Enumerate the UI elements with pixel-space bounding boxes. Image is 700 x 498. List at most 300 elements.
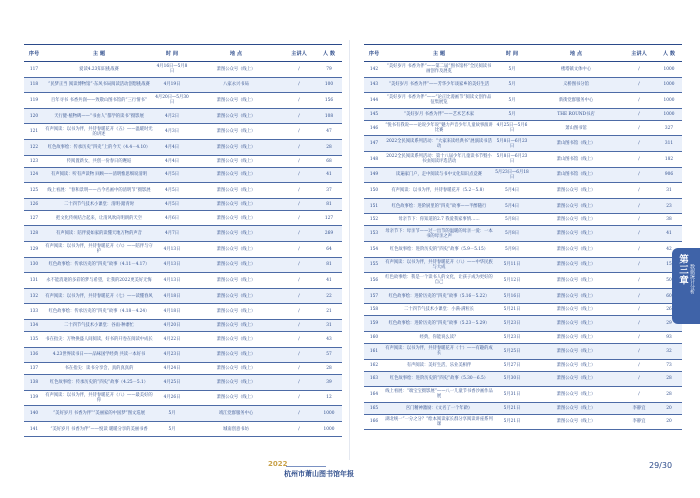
cell-no: 162 <box>364 359 384 371</box>
table-row <box>364 371 682 387</box>
cell-place: 萧图公众号（线上） <box>530 214 622 226</box>
cell-place: 城南创意书坊 <box>190 421 282 437</box>
cell-time: 5月25日 <box>494 343 530 359</box>
cell-speaker: / <box>282 108 316 124</box>
cell-count: 269 <box>316 226 342 242</box>
cell-place: 萧图公众号（线上） <box>530 241 622 257</box>
cell-place: 萧图公众号（线上） <box>190 363 282 375</box>
cell-speaker: / <box>282 257 316 273</box>
cell-speaker: / <box>282 226 316 242</box>
cell-place: 萧图公众号（线上） <box>190 62 282 78</box>
cell-time: 5月 <box>494 77 530 93</box>
cell-topic: 二十四节气技术小课堂：清明·踏青时 <box>44 198 154 210</box>
cell-topic: 线上看展：“端宝宝摄影展”——八一儿童节书香沙画作品展 <box>384 387 494 403</box>
cell-time: 5月 <box>494 108 530 120</box>
cell-topic: “民梦正当 阅读博物馆”·东风书局阅读活动创想挑战赛 <box>44 77 154 93</box>
cell-time: 5月31日 <box>494 387 530 403</box>
cell-count: 31 <box>656 183 682 199</box>
cell-no: 140 <box>24 406 44 422</box>
cell-time: 4月13日 <box>154 257 190 273</box>
cell-speaker: / <box>282 406 316 422</box>
cell-count: 28 <box>316 139 342 155</box>
cell-time: 4月24日 <box>154 363 190 375</box>
cell-count: 68 <box>316 155 342 167</box>
cell-no: 155 <box>364 257 384 273</box>
table-row <box>24 331 342 347</box>
cell-place: 萧图公众号（线上） <box>530 183 622 199</box>
table-row <box>364 167 682 183</box>
cell-time: 5月21日 <box>494 402 530 414</box>
cell-time: 5月27日 <box>494 359 530 371</box>
cell-time: 5月21日 <box>494 414 530 430</box>
table-row <box>24 155 342 167</box>
cell-place: 萧图公众号（线上） <box>530 371 622 387</box>
table-header-row <box>364 45 682 62</box>
cell-time: 5月4日 <box>494 183 530 199</box>
cell-no: 161 <box>364 343 384 359</box>
cell-no: 144 <box>364 93 384 109</box>
cell-place: 萧图公众号（线上） <box>530 304 622 316</box>
table-row <box>24 167 342 183</box>
cell-speaker: / <box>622 108 656 120</box>
cell-topic: 2022全民阅读系列活动：第十八届少年儿童读书节暨小书虫阅读评选活动 <box>384 151 494 167</box>
cell-count: 182 <box>656 151 682 167</box>
cell-topic: 有声阅读：以书为伴，共待春暖花开（八）——最美好的你 <box>44 390 154 406</box>
chapter-label: 第三章 <box>677 254 688 286</box>
cell-speaker: / <box>282 198 316 210</box>
table-row <box>364 62 682 78</box>
cell-no: 135 <box>24 331 44 347</box>
cell-topic: 传阅置新女，共创一份春日的邂逅 <box>44 155 154 167</box>
cell-topic: 有声阅读：陪伴爱如家的读懂天地万物的声音 <box>44 226 154 242</box>
cell-speaker: / <box>622 304 656 316</box>
cell-speaker: / <box>282 124 316 140</box>
cell-no: 145 <box>364 108 384 120</box>
cell-speaker: / <box>282 62 316 78</box>
table-header-row <box>24 45 342 62</box>
cell-topic: 湖北统一“一分之分？”绘本阅读家长群分享阅读讲座系列课 <box>384 414 494 430</box>
footer-year: 2022 <box>268 460 288 468</box>
table-row <box>24 375 342 391</box>
cell-time: 5月 <box>494 93 530 109</box>
cell-no: 124 <box>24 167 44 183</box>
cell-count: 64 <box>316 241 342 257</box>
table-row <box>364 241 682 257</box>
cell-topic: 二十四节气技术小课堂：谷雨·种黍忙 <box>44 319 154 331</box>
cell-time: 4月23日 <box>154 347 190 363</box>
header-no: 序号 <box>24 45 44 62</box>
table-row <box>364 359 682 371</box>
table-row <box>24 421 342 437</box>
cell-speaker: / <box>282 273 316 289</box>
chapter-subtitle: 数据统计分析 <box>689 264 695 294</box>
cell-count: 29 <box>656 316 682 332</box>
footer-library-name: 杭州市萧山图书馆年报 <box>284 469 354 478</box>
cell-speaker: / <box>282 363 316 375</box>
cell-place: 萧图公众号（线上） <box>530 414 622 430</box>
table-row <box>364 214 682 226</box>
cell-no: 151 <box>364 198 384 214</box>
cell-time: 4月4日 <box>154 139 190 155</box>
cell-time: 5月 <box>154 421 190 437</box>
table-row <box>364 331 682 343</box>
table-row <box>24 390 342 406</box>
cell-count: 28 <box>656 387 682 403</box>
cell-no: 136 <box>24 347 44 363</box>
cell-speaker: / <box>622 359 656 371</box>
cell-topic: 爱读4.23知识挑战赛 <box>44 62 154 78</box>
cell-speaker: / <box>622 331 656 343</box>
footer-divider <box>286 466 326 467</box>
table-row <box>24 93 342 109</box>
table-row <box>24 139 342 155</box>
cell-no: 130 <box>24 257 44 273</box>
header-topic: 主 题 <box>44 45 154 62</box>
cell-count: 1000 <box>316 406 342 422</box>
cell-count: 1000 <box>316 421 342 437</box>
table-row <box>24 62 342 78</box>
table-row <box>364 257 682 273</box>
cell-no: 154 <box>364 241 384 257</box>
table-row <box>364 402 682 414</box>
cell-speaker: / <box>622 214 656 226</box>
cell-time: 4月19日 <box>154 77 190 93</box>
cell-topic: 有声阅读：以书为伴，共待春暖花开（七）——读懂春风 <box>44 288 154 304</box>
header-count: 人 数 <box>316 45 342 62</box>
table-row <box>364 288 682 304</box>
cell-count: 43 <box>316 331 342 347</box>
cell-place: 萧图公众号（线上） <box>190 375 282 391</box>
cell-no: 143 <box>364 77 384 93</box>
cell-speaker: / <box>622 136 656 152</box>
cell-time: 4月3日 <box>154 124 190 140</box>
cell-topic: 读遍家门户，走中阅读与书中文化知识点竞赛 <box>384 167 494 183</box>
chapter-side-tab <box>672 248 700 324</box>
cell-place: 萧图公众号（线上） <box>530 387 622 403</box>
table-row <box>24 183 342 199</box>
cell-speaker: / <box>622 226 656 242</box>
cell-count: 39 <box>316 375 342 391</box>
cell-count: 50 <box>656 273 682 289</box>
cell-place: 楼塔镇文体中心 <box>530 62 622 78</box>
cell-topic: “美好岁月 书香为伴”——“论正比漫画节”阅读文创作品征集展览 <box>384 93 494 109</box>
cell-count: 73 <box>656 359 682 371</box>
cell-place: 萧图公众号（线上） <box>530 288 622 304</box>
table-row <box>24 198 342 210</box>
cell-time: 4月20日 <box>154 319 190 331</box>
cell-count: 21 <box>316 304 342 320</box>
cell-topic: 红色故事绘：传承历史的“四史”故事（4.25－5.1） <box>44 375 154 391</box>
cell-topic: 母亲节下：母亲节——过一出节的温暖的母亲一爱：一本书的母亲之声 <box>384 226 494 242</box>
cell-place: 萧图公众号（线上） <box>190 210 282 226</box>
cell-no: 150 <box>364 183 384 199</box>
cell-topic: 二十四节气技术小课堂：小满·满粒长 <box>384 304 494 316</box>
cell-time: 5月16日 <box>494 288 530 304</box>
cell-topic: 天行健·植物碑——“书由人”都学的读书”摄影展 <box>44 108 154 124</box>
cell-place: 萧图公众号（线上） <box>190 139 282 155</box>
cell-place: 萧山图书馆（线上） <box>530 151 622 167</box>
cell-place: 八家永兴书局 <box>190 77 282 93</box>
cell-count: 311 <box>656 136 682 152</box>
cell-topic: 有声阅读：听有声读物 回顾——清明惟思细说清明 <box>44 167 154 183</box>
table-row <box>24 124 342 140</box>
cell-time: 4月6日 <box>154 210 190 226</box>
cell-time: 4月5日 <box>154 167 190 183</box>
cell-place: 萧图公众号（线上） <box>190 198 282 210</box>
cell-speaker: / <box>282 155 316 167</box>
cell-place: 萧图公众号（线上） <box>190 93 282 109</box>
cell-count: 38 <box>656 214 682 226</box>
cell-time: 5月 <box>494 62 530 78</box>
cell-count: 28 <box>316 363 342 375</box>
cell-place: 萧山图书馆 <box>530 120 622 136</box>
cell-no: 138 <box>24 375 44 391</box>
table-row <box>364 151 682 167</box>
cell-topic: 红色故事绘：进阶历史的“四史”故事（5.9－5.15） <box>384 241 494 257</box>
cell-time: 5月8日—6月23日 <box>494 151 530 167</box>
cell-place: 萧图公众号（线上） <box>530 316 622 332</box>
cell-no: 119 <box>24 93 44 109</box>
cell-time: 4月18日 <box>154 288 190 304</box>
cell-topic: 红色故事绘：进阶历史的“四史”故事（5.16－5.22） <box>384 288 494 304</box>
cell-speaker: / <box>622 167 656 183</box>
header-place: 地 点 <box>530 45 622 62</box>
cell-no: 117 <box>24 62 44 78</box>
cell-speaker: / <box>282 183 316 199</box>
cell-place: 萧图公众号（线上） <box>530 331 622 343</box>
table-row <box>24 347 342 363</box>
cell-time: 4月25日—5月6日 <box>494 120 530 136</box>
table-row <box>364 93 682 109</box>
cell-topic: 有声阅读：以书为伴，共待春暖花开（五）——温暖时光的讲述 <box>44 124 154 140</box>
header-place: 地 点 <box>190 45 282 62</box>
table-row <box>24 304 342 320</box>
cell-count: 81 <box>316 198 342 210</box>
cell-speaker: / <box>622 257 656 273</box>
cell-place: 萧图公众号（线上） <box>190 390 282 406</box>
cell-speaker: / <box>622 198 656 214</box>
table-row <box>24 288 342 304</box>
table-row <box>364 273 682 289</box>
cell-no: 123 <box>24 155 44 167</box>
cell-topic: 红色故事绘：进阶历史的“四史”故事（5.30－6.5） <box>384 371 494 387</box>
cell-speaker: / <box>622 387 656 403</box>
cell-no: 148 <box>364 151 384 167</box>
cell-topic: “美好岁月 书香为伴”——艺术艺术家 <box>384 108 494 120</box>
cell-time: 4月13日 <box>154 273 190 289</box>
cell-no: 134 <box>24 319 44 331</box>
cell-speaker: / <box>282 288 316 304</box>
cell-place: 萧图公众号（线上） <box>190 226 282 242</box>
cell-speaker: / <box>622 241 656 257</box>
cell-no: 129 <box>24 241 44 257</box>
cell-count: 93 <box>656 331 682 343</box>
cell-speaker: / <box>282 93 316 109</box>
cell-count: 41 <box>316 273 342 289</box>
cell-time: 4月5日 <box>154 198 190 210</box>
cell-count: 1000 <box>656 77 682 93</box>
cell-time: 5月4日 <box>494 198 530 214</box>
cell-topic: 百年寻书 书香共润——致敬山图书馆的“三行情书” <box>44 93 154 109</box>
cell-speaker: / <box>622 151 656 167</box>
cell-count: 156 <box>316 93 342 109</box>
cell-place: 萧图公众号（线上） <box>190 347 282 363</box>
table-row <box>364 226 682 242</box>
cell-no: 164 <box>364 387 384 403</box>
cell-place: 萧图公众号（线上） <box>190 124 282 140</box>
cell-no: 163 <box>364 371 384 387</box>
cell-no: 133 <box>24 304 44 320</box>
cell-time: 5月23日—6月18日 <box>494 167 530 183</box>
cell-count: 57 <box>316 347 342 363</box>
cell-count: 1000 <box>656 93 682 109</box>
table-row <box>24 226 342 242</box>
cell-time: 4月20日—5月30日 <box>154 93 190 109</box>
cell-speaker: / <box>622 120 656 136</box>
activity-table-left <box>24 44 342 437</box>
cell-topic: “美好岁月 书香为伴”——芳华少年谈家乡的美好生活 <box>384 77 494 93</box>
table-row <box>24 257 342 273</box>
cell-place: 萧山图书馆（线上） <box>530 167 622 183</box>
cell-place: 义桥图书分馆 <box>530 77 622 93</box>
table-row <box>24 363 342 375</box>
header-count: 人 数 <box>656 45 682 62</box>
cell-place: 萧图公众号（线上） <box>190 108 282 124</box>
cell-topic: 有声阅读：以书为伴，共待春暖花开（八）——中华民族与大成 <box>384 257 494 273</box>
table-row <box>364 316 682 332</box>
table-row <box>24 319 342 331</box>
cell-speaker: / <box>282 304 316 320</box>
cell-place: 萧图公众号（线上） <box>190 331 282 347</box>
header-no: 序号 <box>364 45 384 62</box>
cell-time: 5月12日 <box>494 273 530 289</box>
cell-topic: 2022全民阅读系列活动：“大家来读经典书”展演读书活动 <box>384 136 494 152</box>
cell-count: 28 <box>656 371 682 387</box>
page-number: 29/30 <box>649 461 673 470</box>
cell-count: 81 <box>316 257 342 273</box>
cell-speaker: / <box>622 316 656 332</box>
table-row <box>364 387 682 403</box>
cell-no: 139 <box>24 390 44 406</box>
cell-time: 5月21日 <box>494 304 530 316</box>
left-page <box>24 44 342 484</box>
cell-no: 122 <box>24 139 44 155</box>
table-row <box>364 136 682 152</box>
cell-topic: 红色故事绘：传承历史“四史”上的今天（4.4－4.10） <box>44 139 154 155</box>
cell-place: 新街党群服务中心 <box>530 93 622 109</box>
cell-no: 157 <box>364 288 384 304</box>
cell-speaker: / <box>282 241 316 257</box>
cell-speaker: 李静宜 <box>622 414 656 430</box>
table-row <box>364 414 682 430</box>
cell-no: 121 <box>24 124 44 140</box>
cell-topic: 永不能消逝的多彩的梦与希望，让我的2022更美好无悔 <box>44 273 154 289</box>
cell-topic: 经典，你能说么读？ <box>384 331 494 343</box>
cell-speaker: / <box>622 343 656 359</box>
cell-speaker: / <box>282 319 316 331</box>
cell-speaker: / <box>282 375 316 391</box>
cell-topic: 有声阅读：以书为伴，共待春暖花开（5.2－5.8） <box>384 183 494 199</box>
cell-no: 153 <box>364 226 384 242</box>
cell-place: 萧图公众号（线上） <box>190 183 282 199</box>
cell-no: 127 <box>24 210 44 226</box>
cell-time: 5月9日 <box>494 241 530 257</box>
cell-speaker: / <box>622 62 656 78</box>
table-row <box>364 198 682 214</box>
cell-time: 4月5日 <box>154 183 190 199</box>
cell-no: 160 <box>364 331 384 343</box>
table-row <box>364 343 682 359</box>
cell-topic: 宫门精神激励：《文名了一个年龄》 <box>384 402 494 414</box>
right-page <box>364 44 682 484</box>
cell-speaker: / <box>282 167 316 183</box>
cell-speaker: / <box>622 273 656 289</box>
table-row <box>24 210 342 226</box>
cell-count: 1000 <box>656 62 682 78</box>
cell-time: 4月2日 <box>154 108 190 124</box>
cell-count: 20 <box>656 402 682 414</box>
cell-topic: “悦书有我说——论说少年说”魅力声音少年儿童故事演讲比赛 <box>384 120 494 136</box>
cell-count: 15 <box>656 257 682 273</box>
cell-topic: “美好岁月 书香为伴”——第二届“图书馆杯”全民阅读书画创作及展览 <box>384 62 494 78</box>
cell-count: 42 <box>656 241 682 257</box>
cell-time: 5月23日 <box>494 331 530 343</box>
cell-no: 152 <box>364 214 384 226</box>
header-time: 时 间 <box>154 45 190 62</box>
cell-time: 4月13日 <box>154 241 190 257</box>
cell-no: 125 <box>24 183 44 199</box>
cell-count: 41 <box>656 226 682 242</box>
table-row <box>364 304 682 316</box>
cell-place: THE ROUND书店 <box>530 108 622 120</box>
cell-topic: 有声阅读：以书为伴，共待春暖花开（十）——有趣的成长 <box>384 343 494 359</box>
cell-topic: 4.23世界读书日——品味国学经典 共读一本好书 <box>44 347 154 363</box>
table-row <box>24 273 342 289</box>
cell-place: 萧图公众号（线上） <box>530 359 622 371</box>
page-gutter <box>349 40 350 460</box>
table-row <box>364 77 682 93</box>
cell-time: 5月30日 <box>494 371 530 387</box>
cell-place: 萧图公众号（线上） <box>190 241 282 257</box>
cell-no: 132 <box>24 288 44 304</box>
cell-speaker: / <box>622 288 656 304</box>
cell-speaker: / <box>622 93 656 109</box>
cell-topic: 红色故事绘：进阶历史的“四史”故事（5.23－5.29） <box>384 316 494 332</box>
cell-no: 131 <box>24 273 44 289</box>
cell-topic: 红色故事绘：进阶厨里的“四史”故事——半醉随行 <box>384 198 494 214</box>
header-topic: 主 题 <box>384 45 494 62</box>
cell-no: 120 <box>24 108 44 124</box>
cell-no: 118 <box>24 77 44 93</box>
cell-time: 4月25日 <box>154 375 190 391</box>
cell-place: 萧图公众号（线上） <box>530 257 622 273</box>
cell-time: 4月7日 <box>154 226 190 242</box>
cell-place: 萧图公众号（线上） <box>190 167 282 183</box>
cell-count: 32 <box>656 343 682 359</box>
cell-count: 60 <box>656 288 682 304</box>
cell-topic: 红色故事绘：我是一个读书人的文化，让孩子成为更好的自己 <box>384 273 494 289</box>
cell-time: 4月4日 <box>154 155 190 167</box>
cell-count: 12 <box>316 390 342 406</box>
cell-count: 79 <box>316 62 342 78</box>
cell-topic: 红色故事绘：传承历史的“四史”故事（4.18－4.24） <box>44 304 154 320</box>
cell-speaker: / <box>282 139 316 155</box>
cell-no: 137 <box>24 363 44 375</box>
table-row <box>364 120 682 136</box>
cell-time: 5月8日 <box>494 226 530 242</box>
cell-speaker: 李静宜 <box>622 402 656 414</box>
cell-topic: 有声阅读：以书为伴，共待春暖花开（六）——陪伴与守护 <box>44 241 154 257</box>
